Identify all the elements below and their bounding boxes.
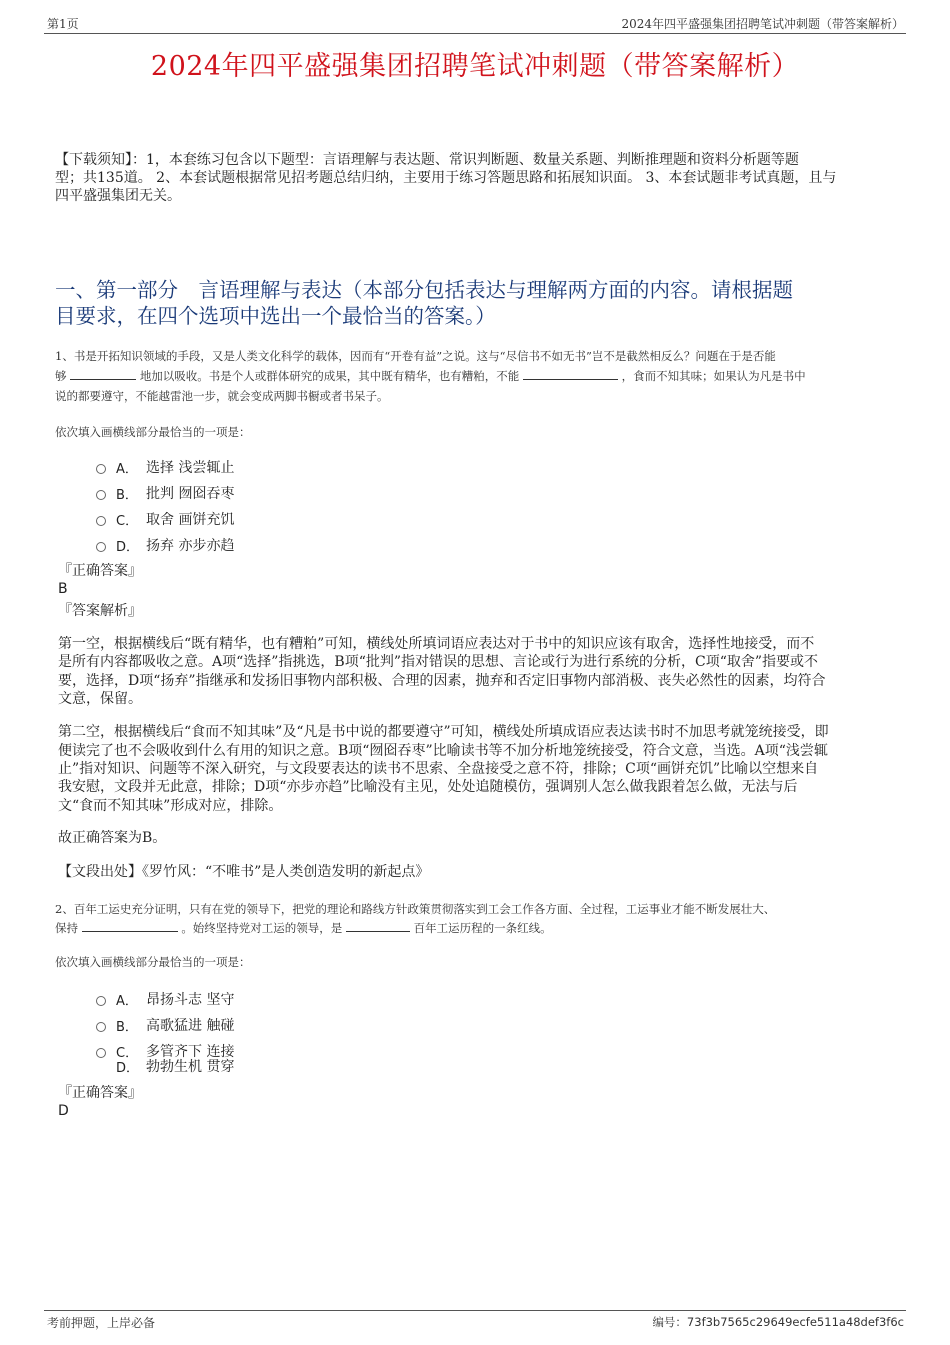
radio-icon[interactable] <box>96 1022 106 1032</box>
q2-option-c[interactable]: C． 多管齐下 连接 <box>96 1041 234 1061</box>
q1-analysis-1-line-1: 第一空，根据横线后“既有精华，也有糟粕”可知，横线处所填词语应表达对于书中的知识应该有取舍，选择性地接受，而不 <box>58 636 815 652</box>
notice-line-3: 四平盛强集团无关。 <box>55 188 181 204</box>
q1-option-b[interactable]: B． 批判 囫囵吞枣 <box>96 483 234 503</box>
notice-line-2: 型；共135道。 2、本套试题根据常见招考题总结归纳，主要用于练习答题思路和拓展知识面。 3、本套试题非考试真题，且与 <box>55 170 837 186</box>
q1-stem-line-1: 1、书是开拓知识领域的手段，又是人类文化科学的载体，因而有“开卷有益”之说。这与“尽信书不如无书”岂不是截然相反么？问题在于是否能 <box>55 349 776 363</box>
radio-icon[interactable] <box>96 490 106 500</box>
footer-divider <box>44 1310 906 1311</box>
notice-line-1: 【下载须知】：1，本套练习包含以下题型：言语理解与表达题、常识判断题、数量关系题、判断推理题和资料分析题等题 <box>55 152 799 168</box>
q1-prompt: 依次填入画横线部分最恰当的一项是： <box>55 425 251 439</box>
page-title: 2024年四平盛强集团招聘笔试冲刺题（带答案解析） <box>150 51 800 82</box>
q1-answer-label: 『正确答案』 <box>58 563 142 579</box>
q2-stem-line-1: 2、百年工运史充分证明，只有在党的领导下，把党的理论和路线方针政策贯彻落实到工会工作各方面、全过程，工运事业才能不断发展壮大、 <box>55 902 776 916</box>
q1-source: 【文段出处】《罗竹风：“不唯书”是人类创造发明的新起点》 <box>58 864 430 880</box>
q1-analysis-label: 『答案解析』 <box>58 603 142 619</box>
q1-answer: B <box>58 581 68 597</box>
section-heading-line-2: 目要求，在四个选项中选出一个最恰当的答案。） <box>55 304 496 328</box>
q1-analysis-2-line-1: 第二空，根据横线后“食而不知其味”及“凡是书中说的都要遵守”可知，横线处所填成语应表达读书时不加思考就笼统接受，即 <box>58 724 829 740</box>
q1-analysis-2-line-4: 我安慰，文段并无此意，排除；D项“亦步亦趋”比喻没有主见，处处追随模仿，强调别人怎么做我跟着怎么做，无法与后 <box>58 779 798 795</box>
q2-answer-label: 『正确答案』 <box>58 1085 142 1101</box>
q2-blank-2 <box>346 919 410 932</box>
radio-icon[interactable] <box>96 996 106 1006</box>
q2-blank-1 <box>82 919 178 932</box>
q2-option-b[interactable]: B． 高歌猛进 触碰 <box>96 1015 234 1035</box>
q1-option-a[interactable]: A． 选择 浅尝辄止 <box>96 457 234 477</box>
q1-analysis-1-line-2: 是所有内容都吸收之意。A项“选择”指挑选，B项“批判”指对错误的思想、言论或行为进行系统的分析，C项“取舍”指要或不 <box>58 654 819 670</box>
section-heading-line-1: 一、第一部分 言语理解与表达（本部分包括表达与理解两方面的内容。请根据题 <box>55 278 793 302</box>
footer-slogan: 考前押题，上岸必备 <box>47 1316 156 1330</box>
q1-stem-line-2: 够 地加以吸收。书是个人或群体研究的成果，其中既有精华，也有糟粕，不能 ，食而不知其味；如果认为凡是书中 <box>55 369 806 383</box>
q2-stem-line-2: 保持 。始终坚持党对工运的领导，是 百年工运历程的一条红线。 <box>55 921 552 935</box>
q2-option-a[interactable]: A． 昂扬斗志 坚守 <box>96 989 234 1009</box>
page-number: 第1页 <box>47 17 79 31</box>
q1-analysis-1-line-3: 要，选择，D项“扬弃”指继承和发扬旧事物内部积极、合理的因素，抛弃和否定旧事物内部消极、丧失必然性的因素，均符合 <box>58 673 826 689</box>
q1-analysis-2-line-2: 便读完了也不会吸收到什么有用的知识之意。B项“囫囵吞枣”比喻读书等不加分析地笼统接受，符合文意，当选。A项“浅尝辄 <box>58 743 828 759</box>
q1-analysis-1-line-4: 文意，保留。 <box>58 691 142 707</box>
q1-blank-2 <box>523 367 618 380</box>
q1-option-c[interactable]: C． 取舍 画饼充饥 <box>96 509 234 529</box>
radio-icon[interactable] <box>96 464 106 474</box>
header-doc-title: 2024年四平盛强集团招聘笔试冲刺题（带答案解析） <box>621 17 904 31</box>
q1-conclusion: 故正确答案为B。 <box>58 830 167 846</box>
q1-stem-line-3: 说的都要遵守，不能越雷池一步，就会变成两脚书橱或者书呆子。 <box>55 389 389 403</box>
q2-prompt: 依次填入画横线部分最恰当的一项是： <box>55 955 251 969</box>
q2-answer: D <box>58 1103 69 1119</box>
q1-analysis-2-line-5: 文“食而不知其味”形成对应，排除。 <box>58 798 283 814</box>
q1-option-d[interactable]: D． 扬弃 亦步亦趋 <box>96 535 234 555</box>
q2-option-d[interactable]: D． 勃勃生机 贯穿 <box>116 1059 235 1076</box>
radio-icon[interactable] <box>96 542 106 552</box>
q1-blank-1 <box>70 367 136 380</box>
footer-code: 编号：73f3b7565c29649ecfe511a48def3f6c <box>652 1315 904 1329</box>
radio-icon[interactable] <box>96 516 106 526</box>
q1-analysis-2-line-3: 止”指对知识、问题等不深入研究，与文段要表达的读书不思索、全盘接受之意不符，排除；C项“画饼充饥”比喻以空想来自 <box>58 761 819 777</box>
header-divider <box>44 33 906 34</box>
